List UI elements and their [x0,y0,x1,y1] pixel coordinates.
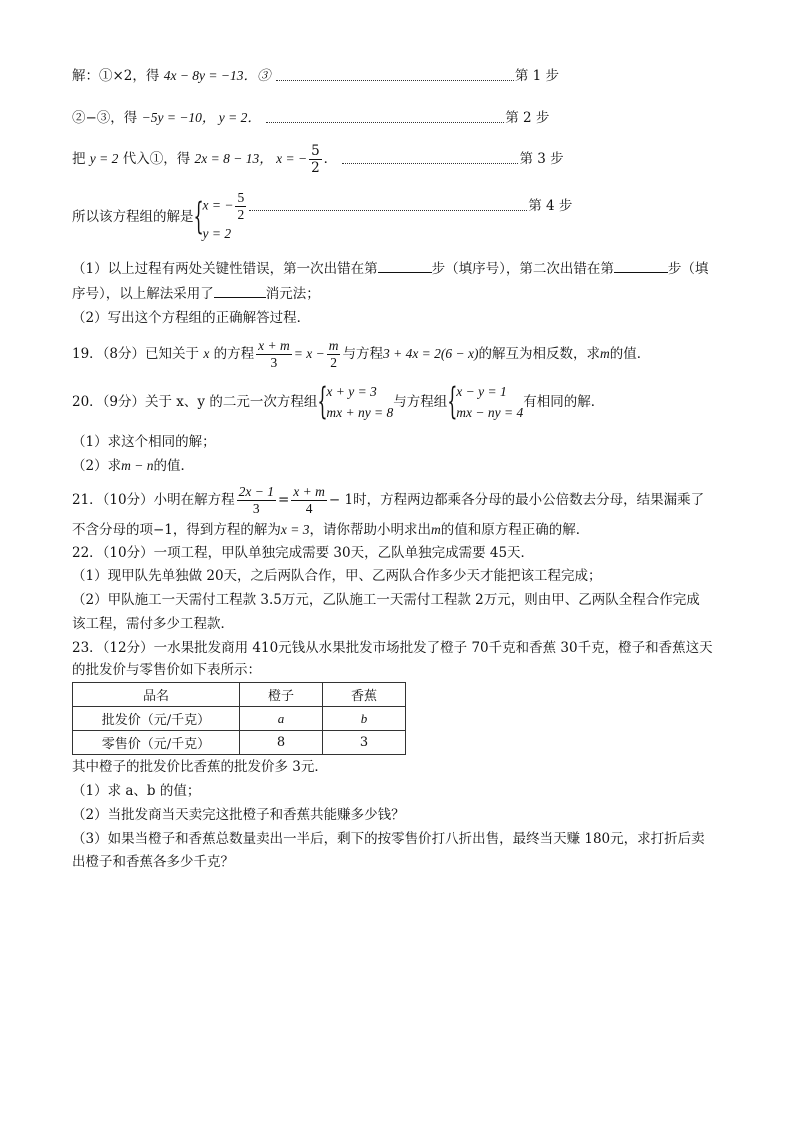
table-cell: 3 [323,731,406,755]
step-label: 第 4 步 [528,198,573,214]
q23-part2: （2）当批发商当天卖完这批橙子和香蕉共能赚多少钱？ [72,807,405,823]
q23-part3: （3）如果当橙子和香蕉总数量卖出一半后，剩下的按零售价打八折出售，最终当天赚 180元，求打折后卖 [72,831,705,847]
solution-line-1: 解：①×2，得 4x − 8y = −13．③ 第 1 步 [72,68,559,84]
question-22: 22．（10分）一项工程，甲队单独完成需要 30天，乙队单独完成需要 45天． [72,545,535,561]
question-20: 20．（9分）关于 x、y 的二元一次方程组 { x + y = 3 mx + ny = 8 与方程组 { x − y = 1 mx − ny = 4 有相同的解． [72,379,605,423]
q22-part2: （2）甲队施工一天需付工程款 3.5万元，乙队施工一天需付工程款 2万元，则由甲、乙两队全程合作完成 [72,592,700,608]
step-label: 第 1 步 [514,68,559,84]
question-21-cont: 不含分母的项−1，得到方程的解为x = 3，请你帮助小明求出m的值和原方程正确的解． [72,522,590,538]
question-23-cont: 的批发价与零售价如下表所示： [72,662,261,678]
table-header-cell: 橙子 [240,683,323,707]
table-cell: a [240,707,323,731]
q22-part1: （1）现甲队先单独做 20天，之后两队合作，甲、乙两队合作多少天才能把该工程完成； [72,568,602,584]
solution-line-2: ②−③，得 −5y = −10， y = 2． 第 2 步 [72,110,550,126]
brace-icon: { [317,379,328,423]
equation: 4x − 8y = −13．③ [163,68,271,83]
equation: −5y = −10， y = 2． [141,110,261,125]
table-row [73,731,406,755]
q22-part2-cont: 该工程，需付多少工程款． [72,616,234,632]
answer-blank[interactable] [378,258,432,273]
q20-part2: （2）求m − n的值． [72,458,194,474]
worksheet-page [72,66,726,872]
question-23: 23．（12分）一水果批发商用 410元钱从水果批发市场批发了橙子 70千克和香蕉 30千克，橙子和香蕉这天 [72,640,713,656]
step-label: 第 2 步 [505,110,550,126]
q18-part1-cont: 序号），以上解法采用了 消元法； [72,283,726,304]
step-label: 第 3 步 [519,151,564,167]
table-cell: 批发价（元/千克） [73,707,240,731]
table-cell: 零售价（元/千克） [73,731,240,755]
fraction: $\frac{5}{2}$ [311,143,320,176]
table-row [73,707,406,731]
q23-part1: （1）求 a、b 的值； [72,783,201,799]
question-19: 19．（8分）已知关于 x 的方程 $\frac{x + m}{3}$ = x − $\frac{m}{2}$ 与方程 3 + 4x = 2(6 − x) 的解互为相反数，求 m 的值． [72,337,651,370]
fraction: $\frac{m}{2}$ [328,337,339,370]
table-header-cell: 香蕉 [323,683,406,707]
q23-condition: 其中橙子的批发价比香蕉的批发价多 3元． [72,759,328,775]
answer-blank[interactable] [214,283,266,298]
equation-system: { x − y = 1 mx − ny = 4 [447,379,524,423]
answer-blank[interactable] [614,258,668,273]
table-cell: 8 [240,731,323,755]
fraction: $\frac{2x - 1}{3}$ [238,483,274,516]
q20-part1: （1）求这个相同的解； [72,434,216,450]
solution-line-3: 把 y = 2 代入①，得 2x = 8 − 13， x = − $\frac{5}{2}$ ． 第 3 步 [72,143,564,176]
fraction: $\frac{5}{2}$ [237,190,245,222]
equation-system: { x = − $\frac{5}{2}$ y = 2 [193,190,245,241]
question-21: 21．（10分）小明在解方程 $\frac{2x - 1}{3}$ = $\frac{x + m}{4}$ − 1时，方程两边都乘各分母的最小公倍数去分母，结果漏乘了 [72,483,705,516]
table-header-cell: 品名 [73,683,240,707]
price-table [72,682,406,755]
fraction: $\frac{x + m}{3}$ [258,337,290,370]
table-header-row [73,683,406,707]
table-cell: b [323,707,406,731]
q18-part1: （1）以上过程有两处关键性错误，第一次出错在第 步（填序号），第二次出错在第 步（填 [72,258,726,279]
q23-part3-cont: 出橙子和香蕉各多少千克？ [72,854,234,870]
leader-dots [266,114,504,123]
leader-dots [342,155,518,164]
brace-icon: { [193,194,204,238]
leader-dots [276,72,514,81]
fraction: $\frac{x + m}{4}$ [293,483,325,516]
solution-line-4: 所以该方程组的解是 { x = − $\frac{5}{2}$ y = 2 第 4 步 [72,186,726,248]
brace-icon: { [447,379,458,423]
q18-part2: （2）写出这个方程组的正确解答过程． [72,310,311,326]
equation-system: { x + y = 3 mx + ny = 8 [317,379,394,423]
leader-dots [249,202,527,211]
